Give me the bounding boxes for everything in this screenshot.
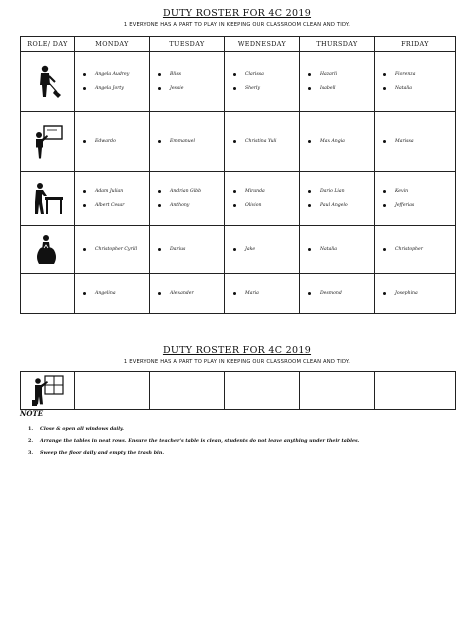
note-title: NOTE — [20, 409, 44, 418]
table-row — [21, 52, 456, 112]
list-item: Josephina — [383, 287, 455, 301]
list-item: Isabell — [308, 82, 374, 96]
list-item: Christopher — [383, 243, 455, 257]
note-number: 2. — [28, 438, 34, 444]
roster-cell — [75, 172, 150, 226]
role-cell — [21, 172, 75, 226]
list-item: Bliss — [158, 68, 224, 82]
list-item: Edwardo — [83, 135, 149, 149]
list-item: Adam Julian — [83, 185, 149, 199]
list-item: Albert Cesar — [83, 199, 149, 213]
list-item: Angela Jorty — [83, 82, 149, 96]
roster-cell — [225, 372, 300, 410]
list-item: Darius — [158, 243, 224, 257]
roster-cell — [150, 112, 225, 172]
roster-cell — [225, 52, 300, 112]
table-row — [21, 372, 456, 410]
list-item: Angelina — [83, 287, 149, 301]
table-arranging-icon — [31, 182, 65, 216]
list-item: Maria — [233, 287, 299, 301]
role-cell — [21, 52, 75, 112]
whiteboard-icon — [33, 125, 63, 159]
list-item: Natalia — [308, 243, 374, 257]
list-item: Marissa — [383, 135, 455, 149]
header-friday: FRIDAY — [375, 37, 456, 52]
roster-cell — [75, 112, 150, 172]
duty-roster-table — [20, 36, 456, 314]
roster-cell — [150, 172, 225, 226]
rubbish-bag-icon — [33, 233, 63, 267]
list-item: Alexander — [158, 287, 224, 301]
note-number: 1. — [28, 426, 34, 432]
list-item: Miranda — [233, 185, 299, 199]
roster-cell — [225, 112, 300, 172]
roster1-title: DUTY ROSTER FOR 4C 2019 — [162, 8, 312, 19]
notes-list — [28, 423, 359, 459]
list-item: Hazarli — [308, 68, 374, 82]
list-item: Jefferias — [383, 199, 455, 213]
roster-cell — [150, 52, 225, 112]
list-item: Clarissa — [233, 68, 299, 82]
list-item: Max Angia — [308, 135, 374, 149]
note-number: 3. — [28, 450, 34, 456]
table-row — [21, 274, 456, 314]
roster-cell — [75, 372, 150, 410]
role-cell — [21, 226, 75, 274]
list-item: Natalia — [383, 82, 455, 96]
roster-cell — [375, 226, 456, 274]
roster-cell — [75, 274, 150, 314]
roster2-title: DUTY ROSTER FOR 4C 2019 — [162, 345, 312, 356]
table-row — [21, 172, 456, 226]
note-text: Arrange the tables in neat rows. Ensure the teacher's table is clean, students do not leave anything under their tables. — [40, 438, 360, 444]
roster-cell — [300, 112, 375, 172]
list-item: Jake — [233, 243, 299, 257]
header-tuesday: TUESDAY — [150, 37, 225, 52]
roster-cell — [300, 274, 375, 314]
table-row — [21, 112, 456, 172]
duty-roster-table-2 — [20, 371, 456, 410]
roster-cell — [300, 372, 375, 410]
roster-cell — [150, 372, 225, 410]
role-cell — [21, 112, 75, 172]
roster-cell — [150, 274, 225, 314]
list-item: Christopher Cyrill — [83, 243, 149, 257]
roster-cell — [375, 274, 456, 314]
header-wednesday: WEDNESDAY — [225, 37, 300, 52]
list-item — [28, 435, 359, 447]
list-item: Anthony — [158, 199, 224, 213]
roster-cell — [225, 172, 300, 226]
table-row — [21, 226, 456, 274]
list-item: Paul Angelo — [308, 199, 374, 213]
list-item — [28, 423, 359, 435]
roster-cell — [375, 112, 456, 172]
sweeping-icon — [33, 65, 63, 99]
list-item: Dario Lian — [308, 185, 374, 199]
header-monday: MONDAY — [75, 37, 150, 52]
list-item: Christina Yuli — [233, 135, 299, 149]
header-role-day: ROLE/ DAY — [21, 37, 75, 52]
roster1-subtitle: 1 EVERYONE HAS A PART TO PLAY IN KEEPING OUR CLASSROOM CLEAN AND TIDY. — [123, 22, 351, 28]
role-cell — [21, 274, 75, 314]
roster-cell — [300, 52, 375, 112]
list-item — [28, 447, 359, 459]
list-item: Desmond — [308, 287, 374, 301]
roster-cell — [225, 274, 300, 314]
roster-cell — [150, 226, 225, 274]
list-item: Angela Audrey — [83, 68, 149, 82]
list-item: Andrian Gibb — [158, 185, 224, 199]
roster-cell — [75, 226, 150, 274]
list-item: Fiorenza — [383, 68, 455, 82]
roster-cell — [300, 172, 375, 226]
roster-cell — [300, 226, 375, 274]
note-text: Sweep the floor daily and empty the trash bin. — [40, 450, 165, 456]
roster-cell — [375, 172, 456, 226]
note-text: Close & open all windows daily. — [40, 426, 124, 432]
header-thursday: THURSDAY — [300, 37, 375, 52]
role-cell — [21, 372, 75, 410]
list-item: Jessie — [158, 82, 224, 96]
list-item: Olivion — [233, 199, 299, 213]
list-item: Kevin — [383, 185, 455, 199]
list-item: Emmanuel — [158, 135, 224, 149]
roster-cell — [375, 372, 456, 410]
list-item: Sherly — [233, 82, 299, 96]
roster-cell — [75, 52, 150, 112]
roster-cell — [225, 226, 300, 274]
window-cleaning-icon — [31, 375, 65, 407]
header-row — [21, 37, 456, 52]
roster-cell — [375, 52, 456, 112]
roster2-subtitle: 1 EVERYONE HAS A PART TO PLAY IN KEEPING OUR CLASSROOM CLEAN AND TIDY. — [123, 359, 351, 365]
